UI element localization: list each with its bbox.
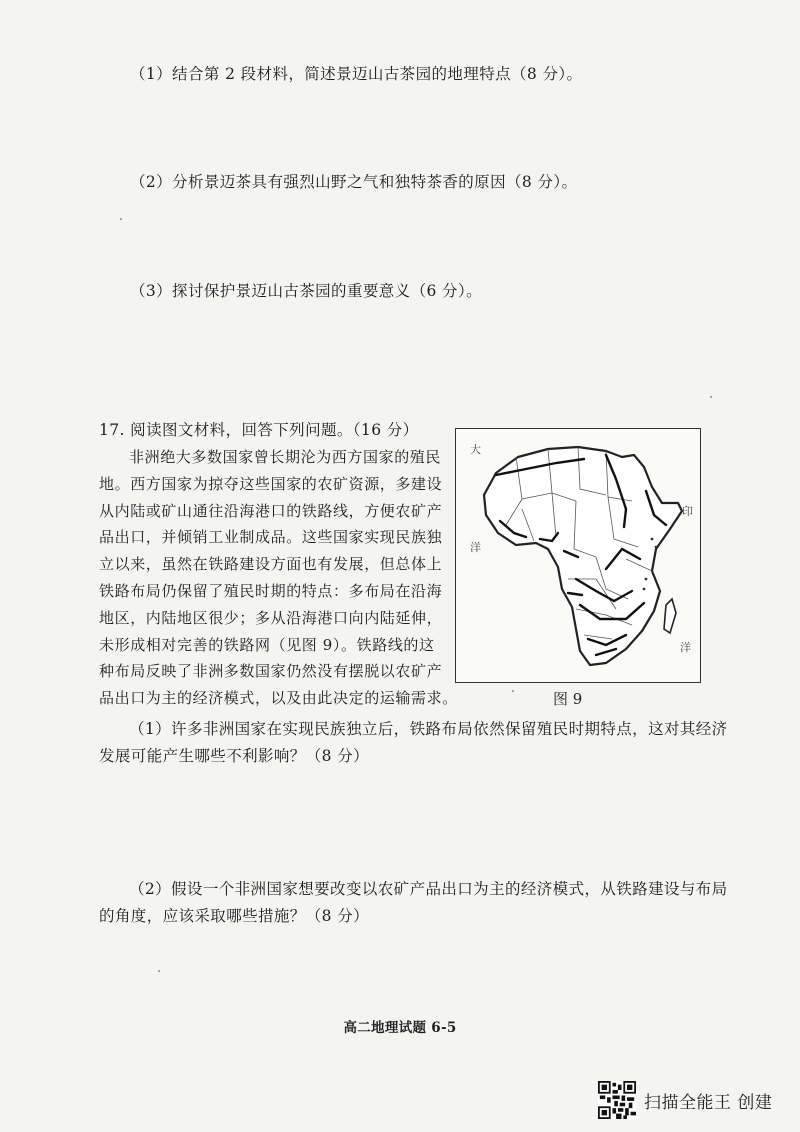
material-line: 未形成相对完善的铁路网（见图 9）。铁路线的这 — [99, 635, 435, 654]
watermark-text: 扫描全能王 创建 — [644, 1092, 773, 1113]
material-line: 从内陆或矿山通往沿海港口的铁路线，方便农矿产 — [99, 501, 443, 520]
scan-speck — [158, 970, 160, 972]
question-16-1: （1）结合第 2 段材料，简述景迈山古茶园的地理特点（8 分）。 — [130, 65, 583, 83]
question-17-material — [99, 444, 458, 712]
question-17-2-line1: （2）假设一个非洲国家想要改变以农矿产品出口为主的经济模式，从铁路建设与布局 — [129, 880, 728, 898]
question-17-2-line2: 的角度，应该采取哪些措施？（8 分） — [99, 907, 369, 925]
africa-railway-map — [455, 428, 701, 683]
map-mark-bottom-right: 洋 — [680, 641, 691, 654]
africa-map-drawing — [456, 429, 700, 682]
question-17-1-line2: 发展可能产生哪些不利影响？（8 分） — [99, 747, 369, 765]
africa-outline — [484, 447, 682, 665]
scan-speck — [710, 396, 712, 398]
material-line: 非洲绝大多数国家曾长期沦为西方国家的殖民 — [129, 448, 442, 466]
page-footer: 高二地理试题 6-5 — [343, 1020, 457, 1036]
map-mark-top-left: 大 — [470, 443, 481, 456]
question-16-3: （3）探讨保护景迈山古茶园的重要意义（6 分）。 — [130, 282, 483, 300]
figure-label: 图 9 — [553, 690, 583, 708]
question-17-1-line1: （1）许多非洲国家在实现民族独立后，铁路布局依然保留殖民时期特点，这对其经济 — [129, 720, 728, 738]
question-17-heading: 17. 阅读图文材料，回答下列问题。（16 分） — [99, 421, 419, 439]
scanner-watermark — [598, 1081, 772, 1119]
qr-code-icon — [598, 1081, 636, 1119]
scan-speck — [120, 218, 122, 220]
material-line: 品出口，并倾销工业制成品。这些国家实现民族独 — [99, 528, 443, 547]
material-line: 地。西方国家为掠夺这些国家的农矿资源，多建设 — [99, 474, 443, 493]
map-mark-right: 印 — [682, 505, 693, 518]
material-line: 铁路布局仍保留了殖民时期的特点：多布局在沿海 — [99, 581, 443, 600]
map-mark-left: 洋 — [470, 541, 481, 554]
material-line: 种布局反映了非洲多数国家仍然没有摆脱以农矿产 — [99, 662, 443, 681]
scan-speck — [512, 690, 514, 692]
material-line: 立以来，虽然在铁路建设方面也有发展，但总体上 — [99, 555, 443, 574]
question-16-2: （2）分析景迈茶具有强烈山野之气和独特茶香的原因（8 分）。 — [130, 173, 578, 191]
madagascar-outline — [664, 599, 676, 633]
material-line: 品出口为主的经济模式，以及由此决定的运输需求。 — [99, 689, 458, 708]
material-line: 地区，内陆地区很少；多从沿海港口向内陆延伸， — [99, 608, 443, 627]
